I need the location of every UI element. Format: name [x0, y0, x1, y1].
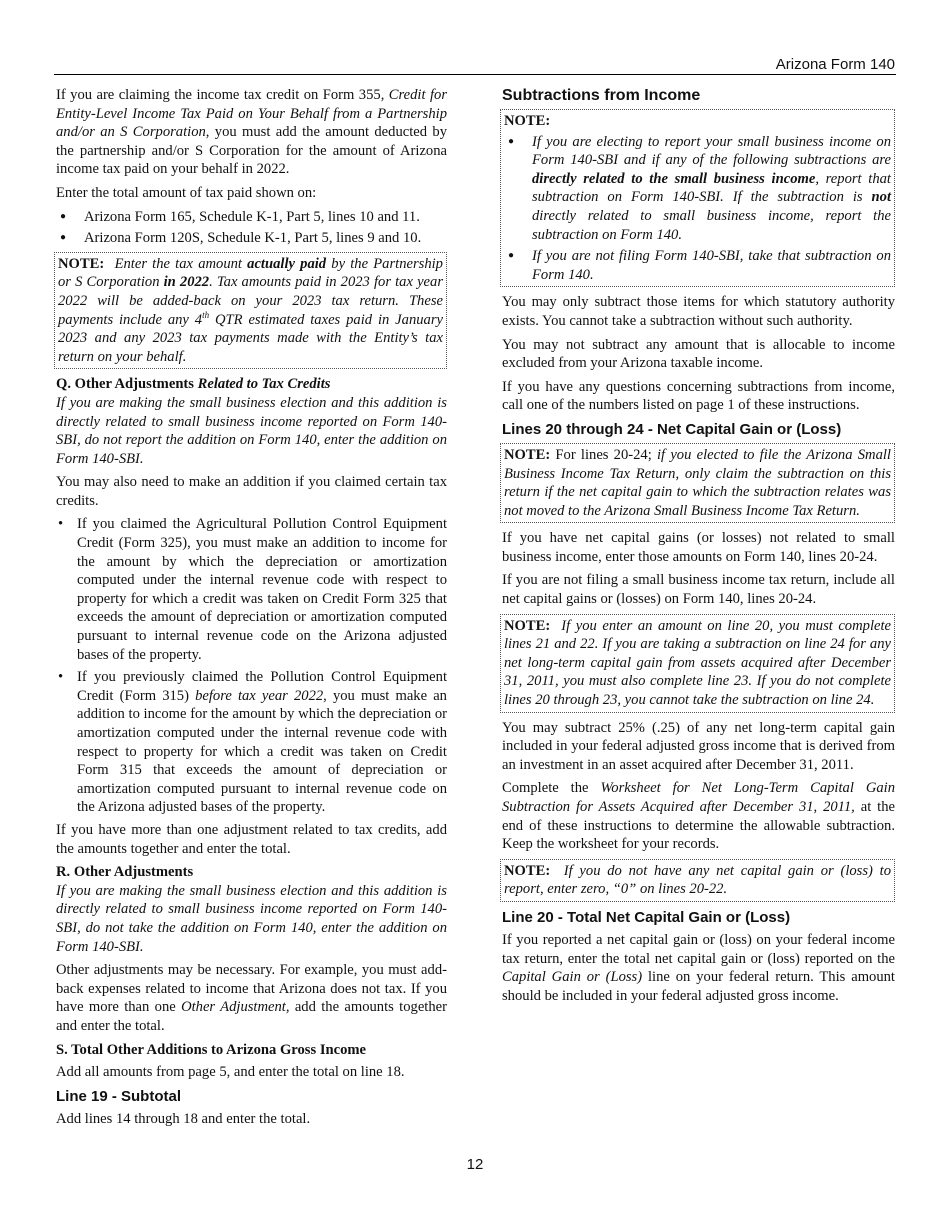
- statutory-paragraph: You may only subtract those items for which statutory authority exists. You cannot take a subtraction without such authority.: [502, 294, 895, 329]
- note-box: [500, 443, 895, 523]
- worksheet-paragraph: [502, 779, 895, 853]
- note-italic: If you enter an amount on line 20, you must complete lines 21 and 22. If you are taking a subtraction on line 24 for any net long-term capital gain from assets acquired after December 31, 2011, you must also complete line 23. If you do not complete lines 20 through 23, you cannot take the subtraction on line 24.: [504, 617, 892, 709]
- para-text: If you reported a net capital gain or (loss) on your federal income tax return, enter the total net capital gain or (loss) reported on the: [502, 931, 895, 967]
- note-italic: if you elected to file the Arizona Small Business Income Tax Return, only claim the subtraction on this return if the net capital gain to which the subtraction relates was not moved to the Arizona Small Business Income Tax Return.: [504, 446, 891, 519]
- line19-heading: Line 19 - Subtotal: [56, 1087, 182, 1105]
- intro-paragraph: [56, 86, 447, 179]
- note-emphasis: directly related to the small business income: [532, 170, 816, 187]
- note-text: directly related to small business income, report the subtraction on Form 140.: [532, 207, 891, 243]
- item-text: , you must make an addition to income for the amount by which the depreciation or amortization computed under the internal revenue code with respect to property for which a credit was taken on Credit Form 315 that exceeds the amount of depreciation or amortization computed pursuant to internal revenue code on the Arizona adjusted bases of the property.: [77, 687, 447, 816]
- note-list: [504, 133, 891, 285]
- note-superscript: th: [202, 309, 210, 320]
- note-text: For lines 20-24;: [550, 446, 657, 463]
- note-text: , report that subtraction on Form 140-SBI. If the subtraction is: [532, 170, 891, 206]
- note-emphasis: not: [871, 189, 891, 206]
- para-italic: Other Adjustment: [181, 999, 286, 1016]
- note-italic: If you do not have any net capital gain or (loss) to report, enter zero, “0” on lines 20-22.: [504, 862, 892, 898]
- intro-text-end: , you must add the amount deducted by the partnership and/or S Corporation for the amount of Arizona income tax paid on your behalf in 2022.: [56, 124, 447, 178]
- section-q-italic: [56, 394, 447, 468]
- section-r-para: [56, 961, 447, 1035]
- subtractions-heading: Subtractions from Income: [502, 87, 701, 104]
- section-r-italic: [56, 882, 447, 956]
- page-number: 12: [466, 1156, 484, 1173]
- para-text: line on your federal return. This amount should be included in your federal adjusted gross income.: [502, 969, 895, 1004]
- enter-total-text: Enter the total amount of tax paid shown on:: [56, 184, 317, 201]
- right-column: [502, 86, 895, 1010]
- list-item: [56, 668, 447, 817]
- para-text: , add the amounts together and enter the total.: [56, 999, 447, 1034]
- list-item: ● Arizona Form 165, Schedule K-1, Part 5, lines 10 and 11.: [56, 208, 447, 227]
- note-text: If you are not filing Form 140-SBI, take that subtraction on Form 140.: [532, 248, 891, 283]
- header-rule: [54, 74, 896, 75]
- item-text: If you previously claimed the Pollution Control Equipment Credit (Form 315): [77, 669, 447, 704]
- note-text: by the Partnership or S Corporation: [58, 255, 443, 291]
- heading-italic: Related to Tax Credits: [197, 376, 331, 393]
- note-emphasis: actually paid: [247, 255, 327, 272]
- para-text: at the end of these instructions to determine the allowable subtraction. Keep the worksheet for your records.: [502, 799, 895, 853]
- para-text: Other adjustments may be necessary. For example, you must add-back expenses related to income that Arizona does not tax. If you have more than one: [56, 962, 447, 1016]
- line20-paragraph: [502, 931, 895, 1005]
- form-list: [56, 208, 447, 248]
- intro-form-title: Credit for Entity-Level Income Tax Paid on Your Behalf from a Partnership and/or an S Corporation: [56, 87, 447, 141]
- list-item: ● Arizona Form 120S, Schedule K-1, Part 5, lines 9 and 10.: [56, 229, 447, 248]
- lines20-24-heading: Lines 20 through 24 - Net Capital Gain or (Loss): [502, 420, 842, 438]
- list-item: • If you claimed the Agricultural Pollution Control Equipment Credit (Form 325), you must make an addition to income for the amount by which the depreciation or amortization computed under the internal revenue code with respect to property for which a credit was taken on Credit Form 325 that exceeds the amount of depreciation or amortization computed pursuant to internal revenue code on the Arizona adjusted bases of the property.: [56, 515, 447, 664]
- note-box: [54, 252, 447, 370]
- line20-heading: Line 20 - Total Net Capital Gain or (Loss): [502, 908, 791, 926]
- list-item: [504, 247, 891, 284]
- section-s-heading: S. Total Other Additions to Arizona Gross Income: [56, 1041, 367, 1058]
- note-label: NOTE:: [504, 862, 551, 879]
- section-q-heading: [56, 375, 447, 394]
- section-r-heading: R. Other Adjustments: [56, 864, 194, 881]
- note-text: Enter the tax amount: [114, 255, 248, 272]
- subtract-25-paragraph: You may subtract 25% (.25) of any net long-term capital gain included in your federal adjusted gross income that is derived from an investment in an asset acquired after December 31, 2011.: [502, 719, 895, 773]
- not-filing-paragraph: If you are not filing a small business income tax return, include all net capital gains or (losses) on Form 140, lines 20-24.: [502, 572, 895, 608]
- heading-text: Q. Other Adjustments: [56, 376, 198, 393]
- italic-text: If you are making the small business election and this addition is directly related to small business income reported on Form 140-SBI, do not report the addition on Form 140, enter the addition on Form 140-SBI.: [56, 394, 447, 467]
- section-s-text: Add all amounts from page 5, and enter the total on line 18.: [56, 1064, 405, 1081]
- questions-paragraph: If you have any questions concerning subtractions from income, call one of the numbers listed on page 1 of these instructions.: [502, 378, 895, 414]
- item-italic: before tax year 2022: [195, 687, 324, 704]
- para-italic: Worksheet for Net Long-Term Capital Gain Subtraction for Assets Acquired after December 31, 2011,: [502, 780, 896, 815]
- capital-gains-paragraph: If you have net capital gains (or losses) not related to small business income, enter those amounts on Form 140, lines 20-24.: [502, 530, 895, 565]
- note-label: NOTE:: [504, 446, 551, 463]
- note-label: NOTE:: [58, 255, 105, 272]
- para-italic: Capital Gain or (Loss): [502, 969, 643, 986]
- note-text: If you are electing to report your small business income on Form 140-SBI and if any of the following subtractions are: [532, 133, 891, 169]
- left-column: [56, 86, 447, 1133]
- note-text: QTR estimated taxes paid in January 2023 and any 2023 tax payments made with the Entity’s tax return on your behalf.: [58, 311, 444, 365]
- form-title-header: Arizona Form 140: [775, 56, 895, 73]
- tax-credit-list: [56, 515, 447, 817]
- line19-text: Add lines 14 through 18 and enter the total.: [56, 1110, 311, 1127]
- intro-text: If you are claiming the income tax credit on Form 355,: [56, 87, 389, 103]
- allocable-paragraph: You may not subtract any amount that is allocable to income excluded from your Arizona taxable income.: [502, 336, 895, 372]
- italic-text: If you are making the small business election and this addition is directly related to small business income reported on Form 140-SBI, do not take the addition on Form 140, enter the addition on Form 140-SBI.: [56, 882, 447, 955]
- note-box: [500, 614, 895, 713]
- list-item: [504, 133, 891, 245]
- note-emphasis: in 2022: [163, 274, 210, 291]
- note-text: . Tax amounts paid in 2023 for tax year 2022 will be added-back on your 2023 tax return. These payments include any 4: [58, 274, 444, 328]
- note-box: [500, 859, 895, 902]
- section-q-para: You may also need to make an addition if you claimed certain tax credits.: [56, 474, 447, 509]
- para-text: Complete the: [502, 780, 601, 797]
- note-label: NOTE:: [504, 617, 551, 634]
- note-label: NOTE:: [504, 113, 551, 129]
- note-box: [500, 109, 895, 287]
- section-q-total: If you have more than one adjustment related to tax credits, add the amounts together and enter the total.: [56, 821, 447, 857]
